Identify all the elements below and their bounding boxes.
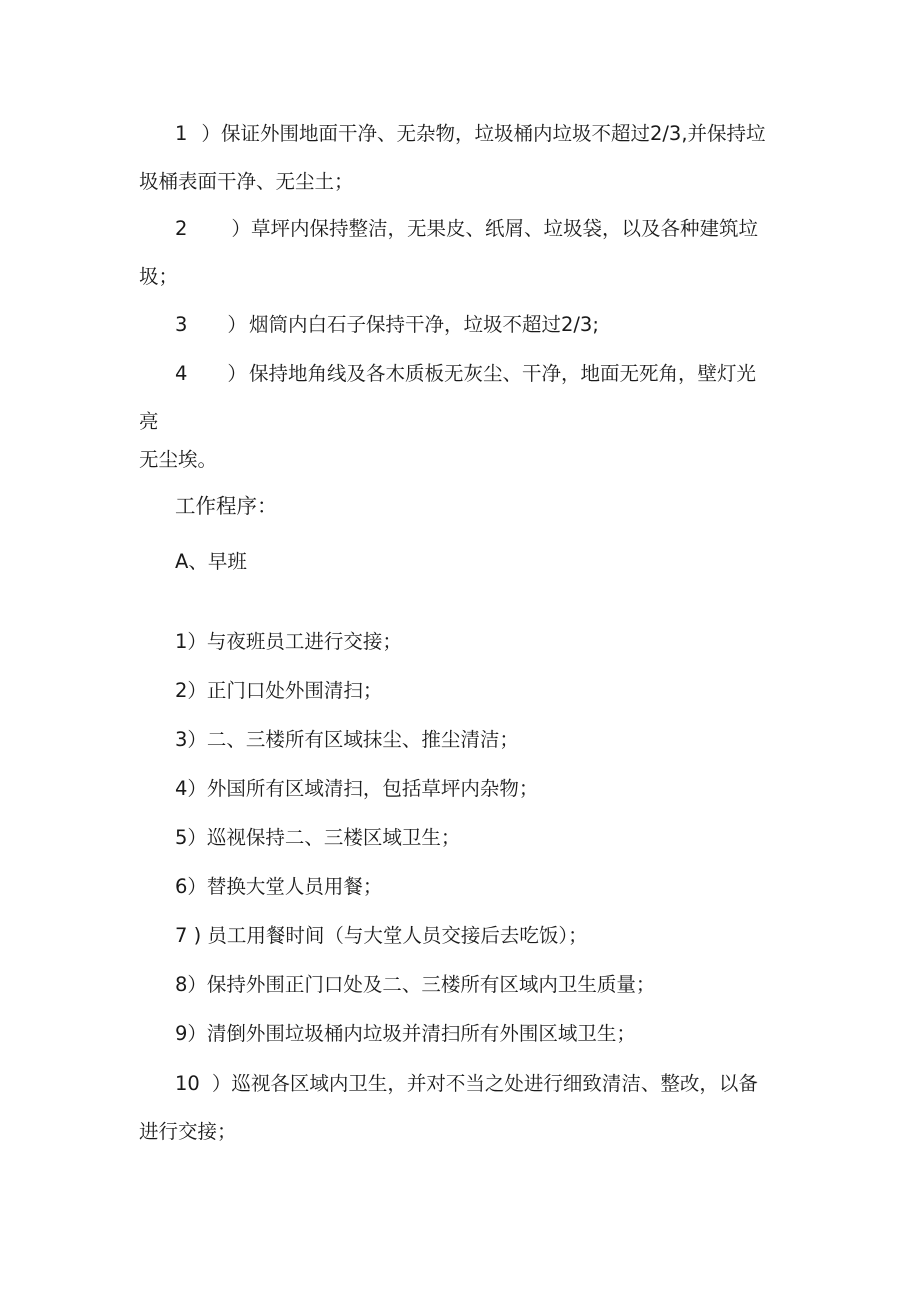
item-number: 4 xyxy=(175,362,188,385)
item-paren: ） xyxy=(227,313,247,336)
requirement-4-continued-2: 无尘埃。 xyxy=(139,448,218,471)
item-number: 2 xyxy=(175,217,188,240)
item-paren: ） xyxy=(227,362,247,385)
requirement-2-continued: 圾； xyxy=(139,265,179,288)
step-2: 2）正门口处外围清扫； xyxy=(175,679,383,702)
item-text: 保持地角线及各木质板无灰尘、干净，地面无死角，壁灯光 xyxy=(248,362,756,385)
requirement-1 xyxy=(175,121,766,147)
item-text: 巡视各区域内卫生，并对不当之处进行细致清洁、整改，以备 xyxy=(231,1072,758,1095)
step-1: 1）与夜班员工进行交接； xyxy=(175,630,402,653)
requirement-4 xyxy=(175,361,756,387)
step-8: 8）保持外围正门口处及二、三楼所有区域内卫生质量； xyxy=(175,973,656,996)
step-6: 6）替换大堂人员用餐； xyxy=(175,875,383,898)
shift-heading: A、早班 xyxy=(175,550,247,573)
item-text: 烟筒内白石子保持干净，垃圾不超过2/3; xyxy=(248,313,599,336)
procedure-heading: 工作程序： xyxy=(175,494,278,518)
item-number: 10 xyxy=(175,1072,200,1095)
item-paren: ） xyxy=(201,122,221,145)
step-4: 4）外国所有区域清扫，包括草坪内杂物； xyxy=(175,777,539,800)
step-9: 9）清倒外围垃圾桶内垃圾并清扫所有外围区域卫生； xyxy=(175,1022,636,1045)
item-paren: ） xyxy=(231,217,251,240)
step-5: 5）巡视保持二、三楼区域卫生； xyxy=(175,826,461,849)
requirement-3 xyxy=(175,312,599,338)
item-paren: ） xyxy=(211,1072,232,1095)
requirement-1-continued: 圾桶表面干净、无尘土； xyxy=(139,170,354,193)
item-text: 保证外围地面干净、无杂物，垃圾桶内垃圾不超过2/3,并保持垃 xyxy=(220,122,766,145)
item-number: 1 xyxy=(175,122,188,145)
step-3: 3）二、三楼所有区域抹尘、推尘清洁； xyxy=(175,728,519,751)
step-10-continued: 进行交接； xyxy=(139,1120,237,1143)
item-number: 3 xyxy=(175,313,188,336)
step-7: 7 ) 员工用餐时间（与大堂人员交接后去吃饭）； xyxy=(175,924,588,947)
item-text: 草坪内保持整洁，无果皮、纸屑、垃圾袋，以及各种建筑垃 xyxy=(250,217,758,240)
requirement-4-continued: 亮 xyxy=(139,410,159,433)
step-10 xyxy=(175,1071,758,1097)
requirement-2 xyxy=(175,216,758,242)
